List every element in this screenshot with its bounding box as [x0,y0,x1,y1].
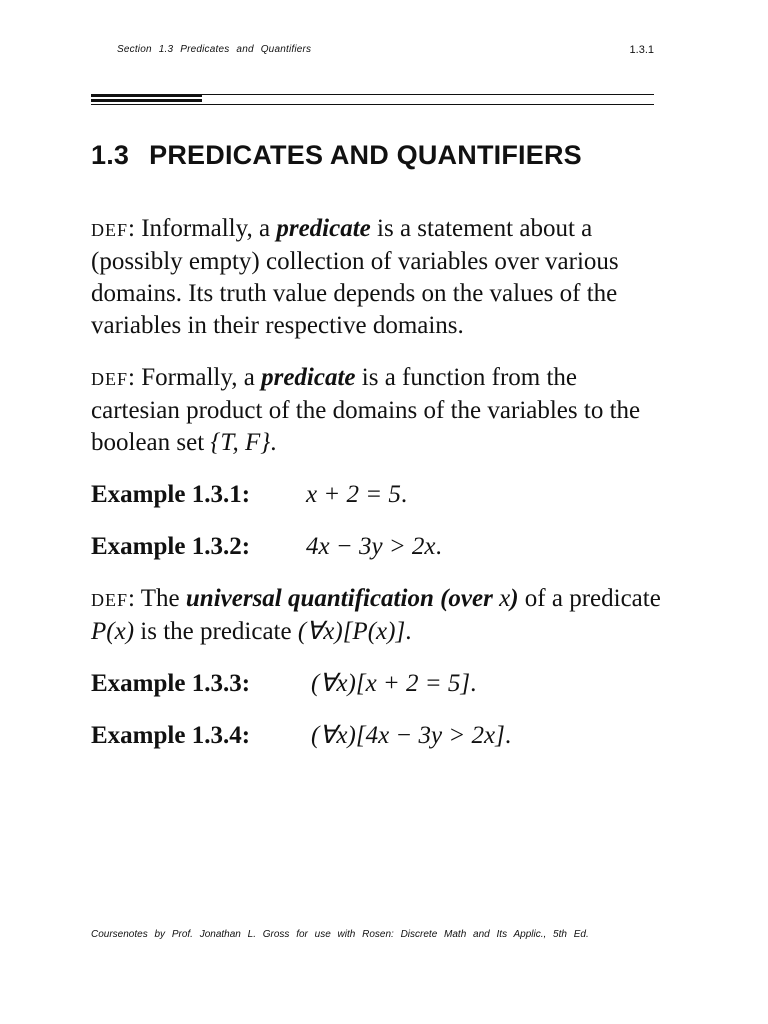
definition-informal: DEF: Informally, a predicate is a statement about a (possibly empty) collection of variables over various domains. Its truth value depends on the values of the variables in their respective domains. [91,215,619,339]
footer: Coursenotes by Prof. Jonathan L. Gross for use with Rosen: Discrete Math and Its Applic., 5th Ed. [91,929,589,940]
example-expression: x + 2 = 5 [306,481,401,508]
header-rule-bottom [91,104,654,105]
running-header: Section 1.3 Predicates and Quantifiers [117,44,312,55]
term-universal-quantification: universal quantification (over x) [185,585,519,612]
def-tag: DEF [91,369,129,389]
example-expression: 4x − 3y > 2x [306,533,436,560]
section-heading: PREDICATES AND QUANTIFIERS [149,140,582,170]
example-label: Example 1.3.3: [91,670,251,697]
example-label: Example 1.3.2: [91,533,251,560]
term-predicate: predicate [261,364,356,391]
def-tag: DEF [91,220,129,240]
example: Example 1.3.1: x + 2 = 5. [91,479,671,511]
section-title [91,140,582,171]
definition-formal: DEF: Formally, a predicate is a function from the cartesian product of the domains of the variables to the boolean set {T, F}. [91,364,641,456]
example-label: Example 1.3.1: [91,481,251,508]
def-tag: DEF [91,590,129,610]
example: Example 1.3.2: 4x − 3y > 2x. [91,531,671,563]
example: Example 1.3.4: (∀x)[4x − 3y > 2x]. [91,720,671,752]
predicate-expression: P(x) [91,618,135,645]
header-rule-thick-2 [91,99,202,102]
example-expression: (∀x)[4x − 3y > 2x] [311,722,505,749]
definition-universal-quantification: DEF: The universal quantification (over x) of a predicate P(x) is the predicate (∀x)[P(x)]. [91,585,661,645]
example-label: Example 1.3.4: [91,722,251,749]
quantified-expression: (∀x)[P(x)] [297,618,406,645]
header-rule-top [91,94,654,95]
term-predicate: predicate [276,215,371,242]
content [91,213,671,772]
page-number: 1.3.1 [629,44,654,56]
boolean-set: {T, F} [210,429,271,456]
example: Example 1.3.3: (∀x)[x + 2 = 5]. [91,668,671,700]
example-expression: (∀x)[x + 2 = 5] [311,670,471,697]
section-number: 1.3 [91,140,130,170]
